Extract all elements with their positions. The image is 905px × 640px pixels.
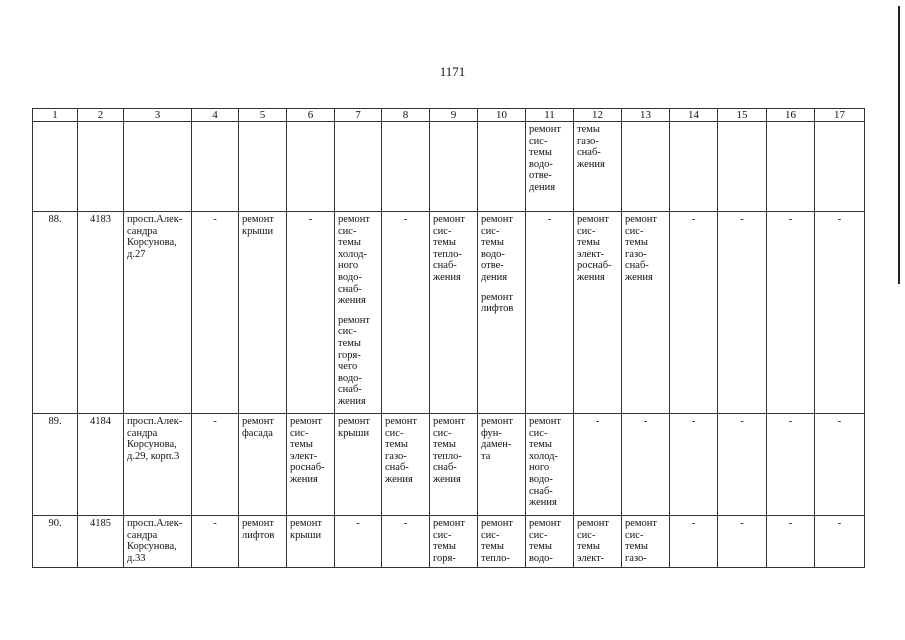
cell-text: 4184	[90, 416, 111, 427]
table-cell	[33, 122, 78, 212]
cell-text: -	[691, 416, 696, 427]
table-cell	[124, 212, 192, 414]
cell-text: ремонт сис- темы газо- снаб- жения	[385, 416, 418, 485]
table-cell	[382, 122, 430, 212]
cell-text: -	[740, 416, 744, 427]
column-number-header: 4	[192, 109, 239, 122]
table-cell	[574, 212, 622, 414]
table-cell	[239, 122, 287, 212]
margin-rule	[898, 6, 900, 284]
table-cell	[430, 516, 478, 568]
column-number-header: 10	[478, 109, 526, 122]
cell-text: 4183	[90, 214, 111, 225]
column-number-header: 12	[574, 109, 622, 122]
cell-text: -	[788, 214, 793, 225]
table-cell	[815, 212, 865, 414]
table-cell	[526, 212, 574, 414]
column-number-header: 13	[622, 109, 670, 122]
column-number-header: 17	[815, 109, 865, 122]
cell-text: ремонт сис- темы элект-	[577, 518, 610, 564]
cell-text: ремонт сис- темы газо-	[625, 518, 658, 564]
table-cell	[33, 212, 78, 414]
column-number-header: 8	[382, 109, 430, 122]
table-cell	[430, 414, 478, 516]
cell-text: ремонт сис- темы газо- снаб- жения	[625, 214, 658, 283]
table-cell	[335, 516, 382, 568]
cell-text: -	[788, 518, 793, 529]
table-cell	[478, 414, 526, 516]
cell-text: просп.Алек- сандра Корсунова, д.29, корп.3	[127, 416, 183, 462]
table-cell	[335, 212, 382, 414]
column-number-header: 3	[124, 109, 192, 122]
table-cell	[815, 516, 865, 568]
table-cell	[670, 414, 718, 516]
table-cell	[287, 122, 335, 212]
cell-text: ремонт сис- темы холод- ного водо- снаб- жения	[338, 214, 371, 307]
table-cell	[574, 516, 622, 568]
table-cell	[526, 516, 574, 568]
table-cell	[192, 516, 239, 568]
cell-text: ремонт сис- темы водо-	[529, 518, 562, 564]
cell-text: ремонт сис- темы тепло- снаб- жения	[433, 214, 466, 283]
cell-text: -	[213, 214, 217, 225]
table-cell	[239, 212, 287, 414]
cell-text: -	[403, 214, 408, 225]
table-cell	[124, 414, 192, 516]
cell-text: ремонт лифтов	[242, 518, 275, 541]
table-cell	[767, 122, 815, 212]
table-cell	[574, 414, 622, 516]
column-number-header: 14	[670, 109, 718, 122]
table-cell	[670, 516, 718, 568]
cell-text: -	[547, 214, 552, 225]
table-cell	[287, 414, 335, 516]
cell-text: ремонт сис- темы горя- чего водо- снаб- жения	[338, 314, 371, 407]
table-cell	[718, 414, 767, 516]
cell-text: -	[837, 214, 842, 225]
table-cell	[192, 414, 239, 516]
table-cell	[718, 212, 767, 414]
table-cell	[124, 516, 192, 568]
column-number-header: 7	[335, 109, 382, 122]
cell-text: ремонт сис- темы водо- отве- дения	[481, 214, 514, 283]
table-cell	[78, 516, 124, 568]
table-cell	[124, 122, 192, 212]
table-cell	[718, 122, 767, 212]
cell-text: ремонт крыши	[242, 214, 275, 237]
table-cell	[478, 516, 526, 568]
table-cell	[335, 414, 382, 516]
table-cell	[33, 516, 78, 568]
table-cell	[287, 212, 335, 414]
page-number: 1171	[439, 64, 466, 79]
table-cell	[78, 122, 124, 212]
table-cell	[767, 414, 815, 516]
table-body	[33, 122, 865, 568]
table-cell	[382, 516, 430, 568]
table-row	[33, 516, 865, 568]
cell-text: -	[643, 416, 648, 427]
table-cell	[767, 212, 815, 414]
cell-text: -	[837, 416, 842, 427]
cell-text: ремонт фасада	[242, 416, 275, 439]
column-number-header: 11	[526, 109, 574, 122]
cell-text: -	[788, 416, 793, 427]
table-cell	[192, 122, 239, 212]
table-cell	[718, 516, 767, 568]
cell-text: -	[740, 214, 744, 225]
table-row	[33, 122, 865, 212]
paragraph-gap	[481, 284, 522, 292]
table-cell	[622, 414, 670, 516]
cell-text: 4185	[90, 518, 111, 529]
cell-text: -	[356, 518, 360, 529]
cell-text: -	[308, 214, 313, 225]
table-cell	[622, 212, 670, 414]
table-cell	[478, 212, 526, 414]
cell-text: -	[740, 518, 744, 529]
column-number-header: 15	[718, 109, 767, 122]
table-cell	[287, 516, 335, 568]
table-cell	[574, 122, 622, 212]
table-cell	[382, 212, 430, 414]
table-cell	[430, 122, 478, 212]
cell-text: просп.Алек- сандра Корсунова, д.27	[127, 214, 183, 260]
cell-text: -	[213, 518, 217, 529]
cell-text: -	[837, 518, 842, 529]
table-cell	[239, 414, 287, 516]
table-cell	[382, 414, 430, 516]
table-cell	[430, 212, 478, 414]
column-number-header: 6	[287, 109, 335, 122]
cell-text: -	[213, 416, 217, 427]
table-cell	[767, 516, 815, 568]
cell-text: ремонт сис- темы холод- ного водо- снаб- жения	[529, 416, 562, 509]
table-cell	[815, 414, 865, 516]
cell-text: ремонт сис- темы водо- отве- дения	[529, 124, 562, 193]
cell-text: ремонт крыши	[290, 518, 323, 541]
cell-text: ремонт сис- темы элект- роснаб- жения	[577, 214, 612, 283]
cell-text: 88.	[48, 214, 62, 225]
table-cell	[33, 414, 78, 516]
cell-text: 90.	[48, 518, 62, 529]
cell-text: -	[691, 518, 696, 529]
cell-text: ремонт фун- дамен- та	[481, 416, 514, 462]
table-cell	[78, 414, 124, 516]
table-cell	[670, 212, 718, 414]
cell-text: -	[595, 416, 600, 427]
cell-text: ремонт сис- темы тепло-	[481, 518, 514, 564]
cell-text: ремонт сис- темы тепло- снаб- жения	[433, 416, 466, 485]
cell-text: ремонт сис- темы горя-	[433, 518, 466, 564]
column-number-header: 16	[767, 109, 815, 122]
cell-text: темы газо- снаб- жения	[577, 124, 605, 170]
table-cell	[526, 414, 574, 516]
table-cell	[239, 516, 287, 568]
column-number-row	[33, 109, 865, 122]
column-number-header: 2	[78, 109, 124, 122]
table-cell	[670, 122, 718, 212]
cell-text: ремонт лифтов	[481, 291, 514, 315]
cell-text: -	[691, 214, 696, 225]
cell-text: просп.Алек- сандра Корсунова, д.33	[127, 518, 183, 564]
table-cell	[526, 122, 574, 212]
table-cell	[78, 212, 124, 414]
table-cell	[622, 122, 670, 212]
table-cell	[622, 516, 670, 568]
table-cell	[815, 122, 865, 212]
table-cell	[335, 122, 382, 212]
cell-text: ремонт крыши	[338, 416, 371, 439]
table-row	[33, 212, 865, 414]
table-cell	[192, 212, 239, 414]
paragraph-gap	[338, 307, 378, 315]
table-row	[33, 414, 865, 516]
table-cell	[478, 122, 526, 212]
column-number-header: 1	[33, 109, 78, 122]
column-number-header: 5	[239, 109, 287, 122]
cell-text: 89.	[48, 416, 62, 427]
column-number-header: 9	[430, 109, 478, 122]
cell-text: -	[403, 518, 408, 529]
repair-schedule-table	[32, 108, 865, 568]
cell-text: ремонт сис- темы элект- роснаб- жения	[290, 416, 325, 485]
